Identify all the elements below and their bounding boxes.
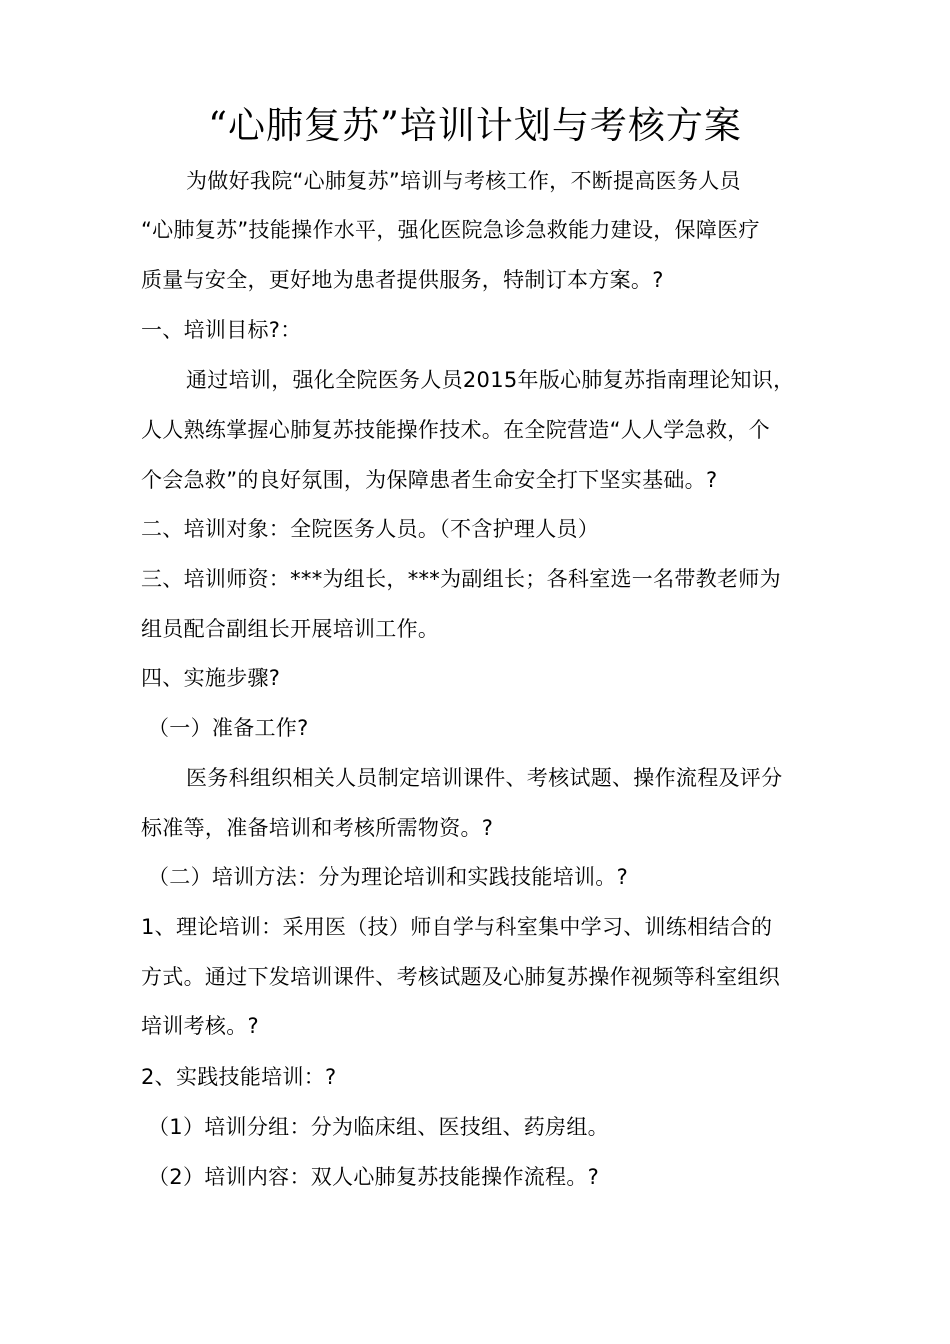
paragraph-intro-line-1: 为做好我院“心肺复苏”培训与考核工作，不断提高医务人员 (186, 169, 741, 193)
section-heading-goals: 一、培训目标?： (141, 318, 302, 342)
paragraph-intro-line-3: 质量与安全，更好地为患者提供服务，特制订本方案。? (141, 268, 664, 292)
paragraph-goals-line-2: 人人熟练掌握心肺复苏技能操作技术。在全院营造“人人学急救，个 (141, 418, 770, 442)
document-title: “心肺复苏”培训计划与考核方案 (208, 104, 742, 147)
section-heading-steps: 四、实施步骤? (141, 666, 281, 690)
paragraph-preparation-line-1: 医务科组织相关人员制定培训课件、考核试题、操作流程及评分 (186, 766, 783, 790)
paragraph-goals-line-3: 个会急救”的良好氛围，为保障患者生命安全打下坚实基础。? (141, 468, 718, 492)
section-heading-audience: 二、培训对象：全院医务人员。（不含护理人员） (141, 517, 600, 541)
section-heading-trainers: 三、培训师资：***为组长，***为副组长；各科室选一名带教老师为 (141, 567, 781, 591)
item-theory-line-1: 1、理论培训：采用医（技）师自学与科室集中学习、训练相结合的 (141, 915, 773, 939)
item-practice-content: （2）培训内容：双人心肺复苏技能操作流程。? (148, 1165, 600, 1189)
subsection-heading-methods: （二）培训方法：分为理论培训和实践技能培训。? (148, 865, 629, 889)
paragraph-intro-line-2: “心肺复苏”技能操作水平，强化医院急诊急救能力建设，保障医疗 (141, 218, 760, 242)
item-theory-line-2: 方式。通过下发培训课件、考核试题及心肺复苏操作视频等科室组织 (141, 965, 780, 989)
item-practice-grouping: （1）培训分组：分为临床组、医技组、药房组。 (148, 1115, 609, 1139)
paragraph-preparation-line-2: 标准等，准备培训和考核所需物资。? (141, 816, 494, 840)
subsection-heading-preparation: （一）准备工作? (148, 716, 309, 740)
paragraph-goals-line-1: 通过培训，强化全院医务人员2015年版心肺复苏指南理论知识， (186, 368, 795, 392)
item-theory-line-3: 培训考核。? (141, 1014, 259, 1038)
paragraph-trainers-line-2: 组员配合副组长开展培训工作。 (141, 617, 440, 641)
item-practice-heading: 2、实践技能培训：? (141, 1065, 337, 1089)
